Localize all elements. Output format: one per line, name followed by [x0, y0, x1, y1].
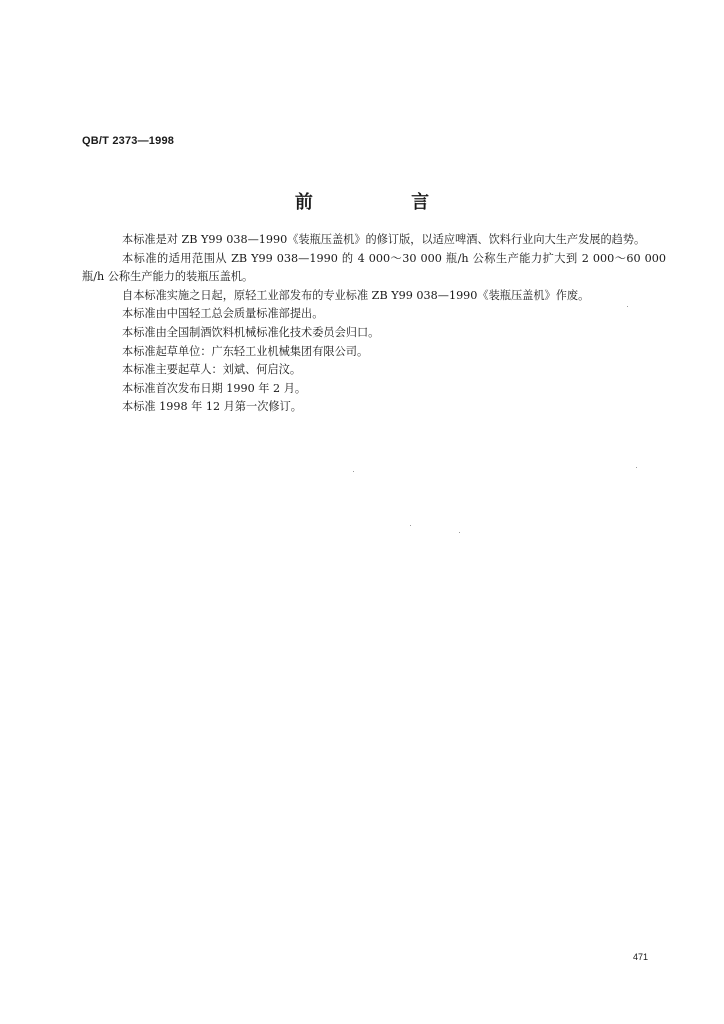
- scan-speck: [410, 525, 411, 526]
- paragraph-scope: 本标准的适用范围从 ZB Y99 038—1990 的 4 000～30 000 瓶/h 公称生产能力扩大到 2 000～60 000 瓶/h 公称生产能力的装瓶压盖机。: [82, 251, 666, 284]
- paragraph-committee: 本标准由全国制酒饮料机械标准化技术委员会归口。: [122, 325, 380, 339]
- document-code: QB/T 2373—1998: [82, 135, 175, 147]
- scan-speck: [636, 467, 637, 468]
- paragraph-drafting-unit: 本标准起草单位：广东轻工业机械集团有限公司。: [122, 344, 369, 358]
- paragraph-supersede: 自本标准实施之日起，原轻工业部发布的专业标准 ZB Y99 038—1990《装瓶压盖机》作废。: [122, 288, 590, 302]
- page-title: 前 言: [294, 192, 476, 213]
- paragraph-revision: 本标准是对 ZB Y99 038—1990《装瓶压盖机》的修订版，以适应啤酒、饮料行业向大生产发展的趋势。: [122, 233, 646, 246]
- scan-speck: [353, 471, 354, 472]
- scan-speck: [627, 306, 628, 307]
- paragraph-first-issue: 本标准首次发布日期 1990 年 2 月。: [122, 381, 307, 395]
- paragraph-revision-date: 本标准 1998 年 12 月第一次修订。: [122, 400, 302, 414]
- paragraph-proposer: 本标准由中国轻工总会质量标准部提出。: [122, 307, 324, 321]
- page-number: 471: [633, 952, 649, 962]
- foreword-body: [82, 231, 666, 417]
- paragraph-drafters: 本标准主要起草人：刘斌、何启汶。: [122, 363, 302, 377]
- scan-speck: [459, 532, 460, 533]
